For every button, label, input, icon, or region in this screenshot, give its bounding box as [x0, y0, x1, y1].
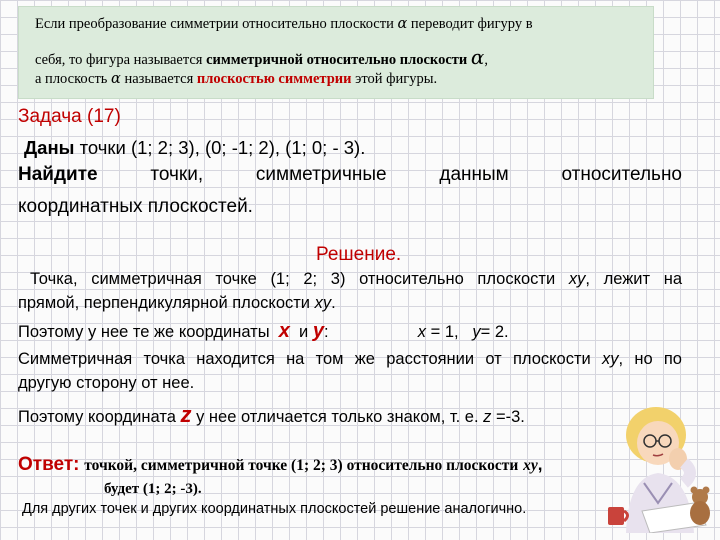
punctuation: ,	[537, 455, 543, 474]
definition-line-1	[35, 16, 533, 33]
solution-text: и	[299, 323, 309, 341]
solution-line-6	[18, 402, 525, 428]
task-title: Задача (17)	[18, 106, 121, 127]
punctuation: ,	[484, 52, 489, 68]
definition-text: Если преобразование симметрии относительно плоскости	[35, 16, 394, 32]
plane-var: xy	[568, 270, 586, 288]
definition-line-2	[35, 45, 488, 69]
y-var: y	[312, 320, 324, 342]
z-var: z	[180, 402, 192, 427]
alpha-symbol: α	[470, 45, 485, 69]
solution-title: Решение.	[316, 244, 402, 265]
plane-var: xy	[314, 294, 332, 312]
thinking-girl-illustration	[598, 393, 718, 533]
find-line	[18, 164, 682, 186]
answer-label: Ответ:	[18, 454, 80, 475]
y-var: y	[472, 323, 481, 341]
solution-text: , лежит на	[585, 270, 682, 288]
solution-text: у нее отличается только знаком, т. е.	[196, 408, 479, 426]
definition-text: называется	[124, 71, 194, 87]
plane-var: xy	[523, 457, 538, 474]
definition-line-3	[35, 71, 437, 88]
x-value: = 1,	[430, 323, 459, 341]
x-var: x	[278, 320, 290, 342]
plane-var: xy	[602, 350, 619, 368]
solution-paragraph-4	[18, 350, 682, 369]
definition-text: а плоскость	[35, 71, 108, 87]
find-text: точки, симметричные данным относительно	[150, 164, 683, 185]
z-value: =-3.	[495, 408, 525, 426]
given-label: Даны	[24, 137, 75, 158]
alpha-symbol: α	[111, 71, 121, 87]
punctuation: :	[323, 323, 329, 341]
definition-text: себя, то фигура называется	[35, 52, 203, 68]
definition-term: симметричной относительно плоскости	[206, 52, 468, 68]
answer-text: точкой, симметричной точке (1; 2; 3) относительно плоскости	[84, 457, 519, 474]
find-label: Найдите	[18, 164, 98, 185]
solution-text: прямой, перпендикулярной плоскости	[18, 294, 311, 312]
closing-note: Для других точек и других координатных плоскостей решение аналогично.	[22, 501, 527, 517]
solution-paragraph-1	[18, 270, 682, 289]
answer-line-2: будет (1; 2; -3).	[104, 481, 202, 497]
given-text: точки (1; 2; 3), (0; -1; 2), (1; 0; - 3).	[79, 137, 366, 158]
solution-text: Поэтому у нее те же координаты	[18, 323, 270, 341]
solution-text: Симметричная точка находится на том же расстоянии от плоскости	[18, 350, 591, 368]
answer-line	[18, 454, 542, 476]
definition-term-red: плоскостью симметрии	[196, 71, 352, 87]
definition-text: переводит фигуру в	[410, 16, 533, 32]
y-value: = 2.	[480, 323, 509, 341]
solution-line-5: другую сторону от нее.	[18, 374, 195, 392]
solution-line-3	[18, 320, 509, 343]
definition-text: этой фигуры.	[355, 71, 438, 87]
given-line	[24, 137, 365, 159]
solution-line-2	[18, 294, 336, 313]
find-line-2: координатных плоскостей.	[18, 196, 253, 217]
x-var: x	[417, 323, 426, 341]
solution-text: , но по	[618, 350, 682, 368]
alpha-symbol: α	[397, 16, 408, 32]
definition-box	[18, 6, 654, 99]
solution-text: Точка, симметричная точке (1; 2; 3) относительно плоскости	[30, 270, 556, 288]
punctuation: .	[331, 294, 336, 312]
z-var: z	[483, 408, 492, 426]
solution-text: Поэтому координата	[18, 408, 176, 426]
